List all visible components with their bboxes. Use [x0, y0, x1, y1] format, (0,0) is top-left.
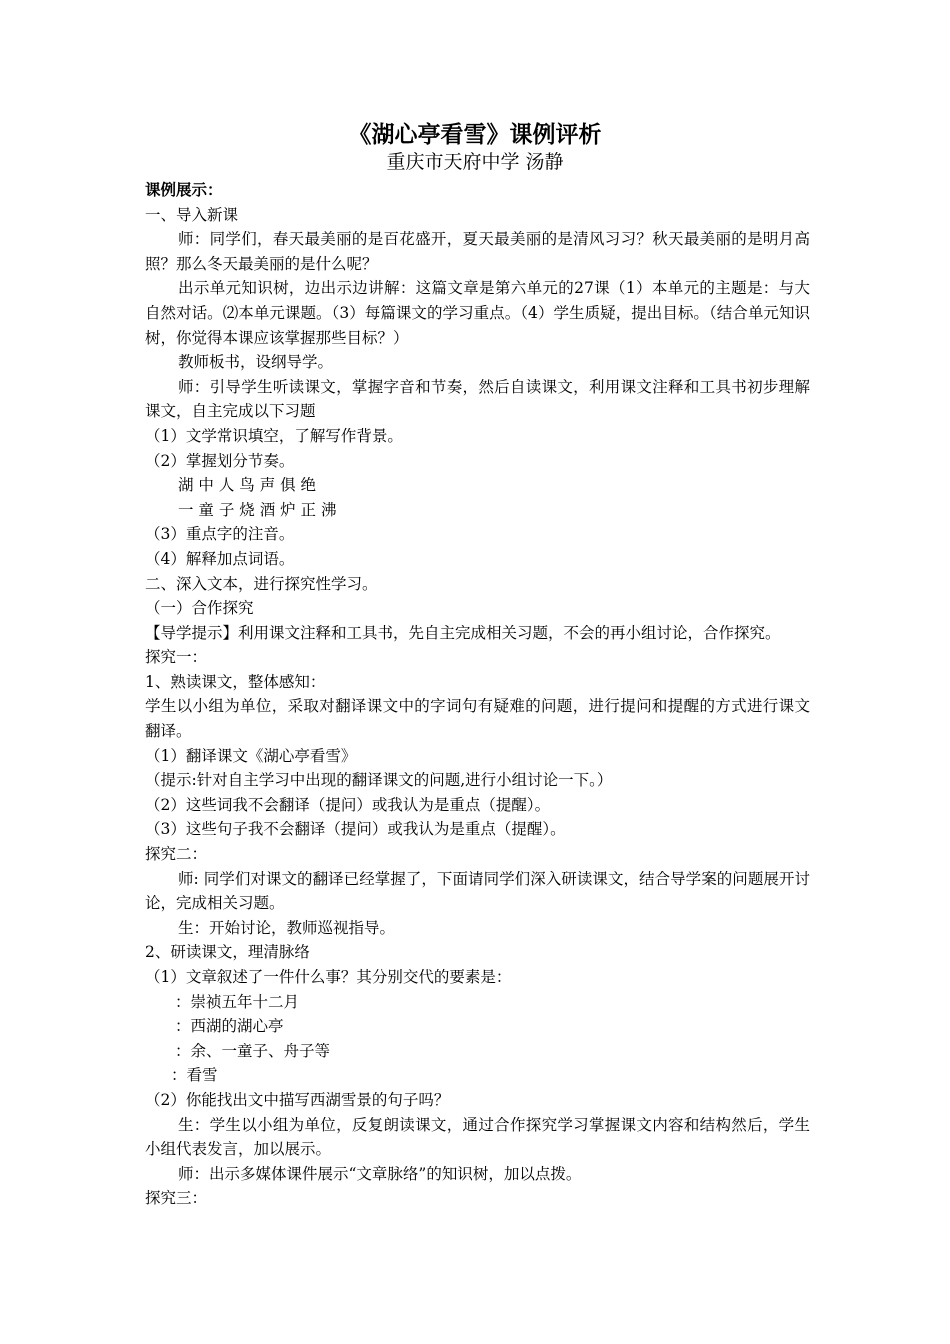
paragraph: 生：学生以小组为单位，反复朗读课文，通过合作探究学习掌握课文内容和结构然后，学生小组代表发言，加以展示。 — [145, 1115, 810, 1159]
guide-tip: 【导学提示】利用课文注释和工具书，先自主完成相关习题，不会的再小组讨论，合作探究。 — [145, 623, 781, 642]
subheading: 探究一： — [145, 648, 208, 667]
list-item: （1）文学常识填空，了解写作背景。 — [145, 426, 403, 445]
paragraph: 出示单元知识树，边出示边讲解：这篇文章是第六单元的27课（1）本单元的主题是：与大自然对话。⑵本单元课题。（3）每篇课文的学习重点。（4）学生质疑，提出目标。（结合单元知识树，你觉得本课应该掌握那些目标？） — [145, 279, 810, 347]
paragraph: 师：同学们，春天最美丽的是百花盛开，夏天最美丽的是清风习习？秋天最美丽的是明月高照？那么冬天最美丽的是什么呢？ — [145, 230, 810, 273]
heading: 一、导入新课 — [145, 205, 239, 224]
list-item: （1）文章叙述了一件什么事？其分别交代的要素是： — [145, 968, 512, 986]
rhythm-line: 一 童 子 烧 酒 炉 正 沸 — [178, 500, 337, 519]
element-item: ：看雪 — [171, 1066, 218, 1085]
heading: 二、深入文本，进行探究性学习。 — [145, 574, 378, 593]
list-item: （4）解释加点词语。 — [145, 549, 295, 568]
subheading: 2、研读课文，理清脉络 — [145, 943, 310, 962]
subheading: 1、熟读课文，整体感知： — [145, 672, 326, 691]
list-item: （提示:针对自主学习中出现的翻译课文的问题,进行小组讨论一下。） — [145, 771, 613, 790]
document-title: 《湖心亭看雪》课例评析 — [348, 121, 602, 148]
author-line: 重庆市天府中学 汤静 — [386, 151, 564, 173]
paragraph: 教师板书，设纲导学。 — [178, 353, 334, 372]
rhythm-line: 湖 中 人 鸟 声 俱 绝 — [178, 476, 317, 495]
list-item: （2）这些词我不会翻译（提问）或我认为是重点（提醒）。 — [145, 795, 551, 814]
element-item: ：西湖的湖心亭 — [175, 1017, 284, 1036]
paragraph: 学生以小组为单位，采取对翻译课文中的字词句有疑难的问题，进行提问和提醒的方式进行课文翻译。 — [145, 697, 810, 741]
list-item: （2）你能找出文中描写西湖雪景的句子吗？ — [145, 1090, 450, 1109]
element-item: ：余、一童子、舟子等 — [175, 1041, 331, 1060]
document-body — [145, 178, 810, 1211]
paragraph: 师：引导学生听读课文，掌握字音和节奏，然后自读课文，利用课文注释和工具书初步理解课文，自主完成以下习题 — [145, 377, 810, 421]
paragraph: 师: 同学们对课文的翻译已经掌握了，下面请同学们深入研读课文，结合导学案的问题展开讨论，完成相关习题。 — [145, 869, 810, 913]
subheading: （一）合作探究 — [145, 599, 254, 618]
list-item: （3）重点字的注音。 — [145, 525, 295, 544]
subheading: 探究二： — [145, 845, 208, 864]
element-item: ：崇祯五年十二月 — [175, 992, 300, 1011]
list-item: （1）翻译课文《湖心亭看雪》 — [145, 746, 357, 765]
section-label: 课例展示： — [145, 180, 223, 199]
subheading: 探究三： — [145, 1189, 208, 1208]
list-item: （2）掌握划分节奏。 — [145, 451, 295, 470]
list-item: （3）这些句子我不会翻译（提问）或我认为是重点（提醒）。 — [145, 820, 566, 839]
paragraph: 师：出示多媒体课件展示“文章脉络”的知识树，加以点拨。 — [178, 1164, 582, 1183]
paragraph: 生：开始讨论，教师巡视指导。 — [178, 918, 396, 937]
